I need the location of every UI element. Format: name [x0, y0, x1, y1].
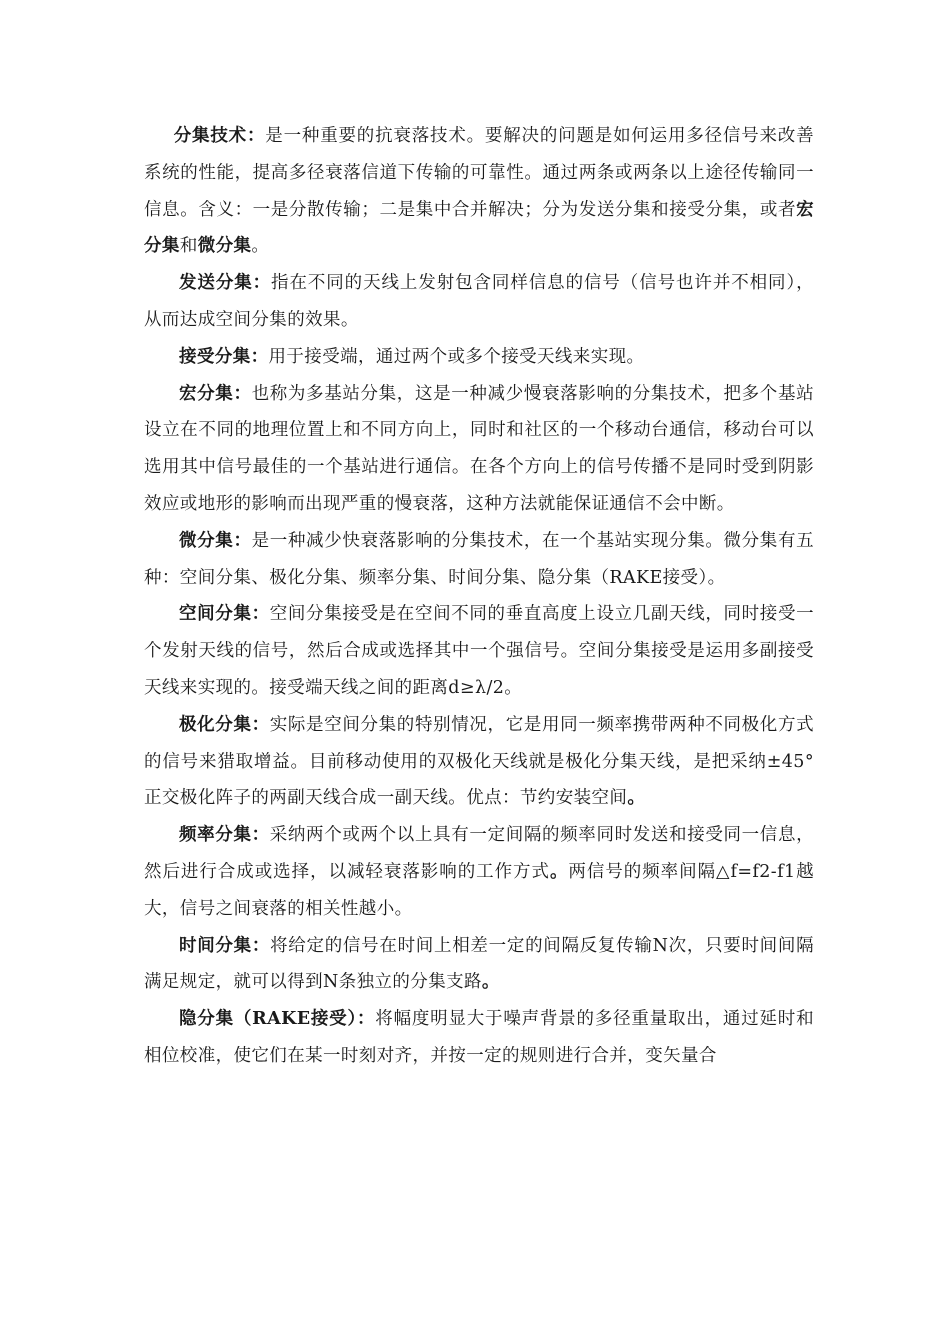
paragraph-text-bold-stop: 。: [549, 861, 569, 882]
paragraph-rake-diversity: [144, 1001, 814, 1075]
paragraph-text: 用于接受端，通过两个或多个接受天线来实现。: [268, 346, 645, 367]
paragraph-text: 是一种减少快衰落影响的分集技术，在一个基站实现分集。微分集有五种：空间分集、极化分集、频率分集、时间分集、隐分集（RAKE接受）。: [144, 530, 814, 588]
paragraph-frequency-diversity: [144, 817, 814, 927]
term-polarization-diversity: 极化分集：: [179, 714, 270, 735]
paragraph-polarization-diversity: [144, 707, 814, 817]
paragraph-text: 空间分集接受是在空间不同的垂直高度上设立几副天线，同时接受一个发射天线的信号，然后合成或选择其中一个强信号。空间分集接受是运用多副接受天线来实现的。接受端天线之间的距离d≥λ/2。: [144, 604, 814, 698]
paragraph-diversity-technique: [144, 118, 814, 265]
paragraph-text: 是一种重要的抗衰落技术。要解决的问题是如何运用多径信号来改善系统的性能，提高多径衰落信道下传输的可靠性。通过两条或两条以上途径传输同一信息。含义：一是分散传输；二是集中合并解决；分为发送分集和接受分集，或者: [144, 126, 815, 220]
term-micro-diversity: 微分集：: [179, 530, 252, 551]
paragraph-text-end: 。: [627, 788, 646, 809]
paragraph-space-diversity: [144, 596, 814, 706]
document-body: [144, 118, 814, 1075]
term-micro-diversity-inline: 微分集: [197, 236, 252, 257]
paragraph-text: 采纳两个或两个以上具有一定间隔的频率同时发送和接受同一信息，然后进行合成或选择，以减轻衰落影响的工作方式: [144, 825, 814, 882]
term-macro-diversity: 宏分集：: [179, 383, 252, 404]
term-rake-diversity: 隐分集（RAKE接受）：: [179, 1009, 376, 1030]
term-time-diversity: 时间分集：: [179, 935, 271, 956]
paragraph-text-end: 。: [481, 972, 500, 993]
paragraph-transmit-diversity: [144, 265, 814, 339]
paragraph-text-end: 。: [251, 236, 270, 257]
paragraph-micro-diversity: [144, 523, 814, 597]
paragraph-receive-diversity: [144, 339, 814, 376]
paragraph-text: 将幅度明显大于噪声背景的多径重量取出，通过延时和相位校准，使它们在某一时刻对齐，并按一定的规则进行合并，变矢量合: [144, 1009, 814, 1066]
paragraph-text: 指在不同的天线上发射包含同样信息的信号（信号也许并不相同），从而达成空间分集的效果。: [144, 273, 815, 330]
paragraph-text: 实际是空间分集的特别情况，它是用同一频率携带两种不同极化方式的信号来猎取增益。目前移动使用的双极化天线就是极化分集天线，是把采纳±45° 正交极化阵子的两副天线合成一副天线。优点：节约安装空间: [144, 714, 814, 809]
term-diversity-technique: 分集技术：: [173, 126, 266, 146]
term-transmit-diversity: 发送分集：: [179, 273, 272, 294]
paragraph-text: 也称为多基站分集，这是一种减少慢衰落影响的分集技术，把多个基站设立在不同的地理位置上和不同方向上，同时和社区的一个移动台通信，移动台可以选用其中信号最佳的一个基站进行通信。在各个方向上的信号传播不是同时受到阴影效应或地形的影响而出现严重的慢衰落，这种方法就能保证通信不会中断。: [144, 383, 814, 514]
paragraph-text: 将给定的信号在时间上相差一定的间隔反复传输N次，只要时间间隔满足规定，就可以得到N条独立的分集支路: [144, 935, 815, 993]
paragraph-time-diversity: [144, 928, 814, 1002]
term-macro-diversity-inline: 宏分集: [144, 199, 814, 257]
paragraph-text-tail: 两信号的频率间隔△f=f2-f1越大，信号之间衰落的相关性越小。: [144, 861, 814, 919]
paragraph-text-join: 和: [179, 236, 198, 257]
term-space-diversity: 空间分集：: [179, 604, 270, 625]
paragraph-macro-diversity: [144, 376, 814, 523]
term-frequency-diversity: 频率分集：: [179, 825, 270, 846]
term-receive-diversity: 接受分集：: [179, 346, 269, 367]
